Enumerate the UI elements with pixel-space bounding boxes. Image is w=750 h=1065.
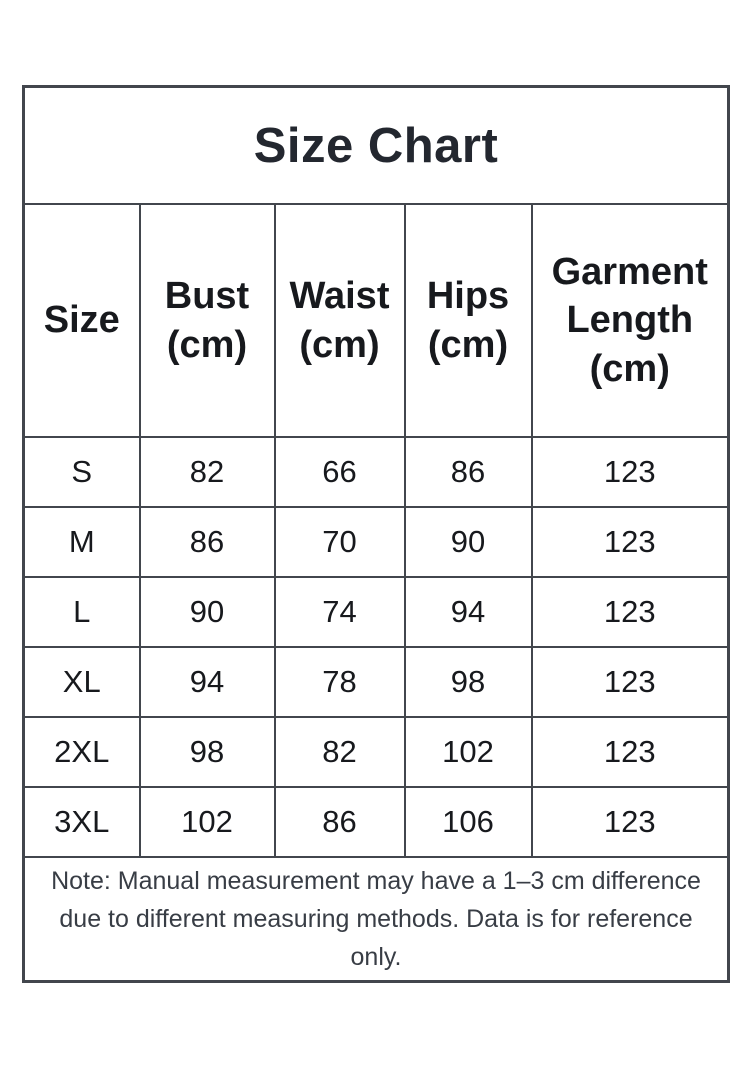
size-label-cell: 3XL xyxy=(24,787,140,857)
size-label-cell: S xyxy=(24,437,140,507)
size-label-cell: M xyxy=(24,507,140,577)
measurement-value-cell: 70 xyxy=(275,507,405,577)
measurement-value-cell: 94 xyxy=(140,647,275,717)
measurement-note: Note: Manual measurement may have a 1–3 cm difference due to different measuring methods. Data is for reference only. xyxy=(24,857,729,982)
size-row xyxy=(24,647,729,717)
measurement-value-cell: 90 xyxy=(405,507,532,577)
measurement-value-cell: 66 xyxy=(275,437,405,507)
title-row xyxy=(24,87,729,205)
measurement-value-cell: 98 xyxy=(405,647,532,717)
size-label-cell: 2XL xyxy=(24,717,140,787)
measurement-value-cell: 102 xyxy=(140,787,275,857)
size-row xyxy=(24,507,729,577)
size-label-cell: L xyxy=(24,577,140,647)
measurement-value-cell: 123 xyxy=(532,647,729,717)
size-chart-container xyxy=(22,85,730,983)
measurement-value-cell: 123 xyxy=(532,437,729,507)
size-label-cell: XL xyxy=(24,647,140,717)
size-chart-title: Size Chart xyxy=(24,87,729,205)
measurement-value-cell: 86 xyxy=(275,787,405,857)
measurement-value-cell: 123 xyxy=(532,717,729,787)
measurement-value-cell: 90 xyxy=(140,577,275,647)
measurement-value-cell: 86 xyxy=(405,437,532,507)
measurement-value-cell: 82 xyxy=(275,717,405,787)
measurement-value-cell: 123 xyxy=(532,787,729,857)
measurement-value-cell: 123 xyxy=(532,577,729,647)
column-header-hips: Hips (cm) xyxy=(405,204,532,437)
measurement-value-cell: 82 xyxy=(140,437,275,507)
size-chart-foot xyxy=(24,857,729,982)
measurement-value-cell: 86 xyxy=(140,507,275,577)
size-row xyxy=(24,437,729,507)
column-header-row xyxy=(24,204,729,437)
note-row xyxy=(24,857,729,982)
measurement-value-cell: 102 xyxy=(405,717,532,787)
size-table-body xyxy=(24,437,729,857)
measurement-value-cell: 94 xyxy=(405,577,532,647)
measurement-value-cell: 98 xyxy=(140,717,275,787)
size-row xyxy=(24,717,729,787)
size-chart-head xyxy=(24,87,729,438)
size-row xyxy=(24,787,729,857)
measurement-value-cell: 106 xyxy=(405,787,532,857)
column-header-waist: Waist (cm) xyxy=(275,204,405,437)
measurement-value-cell: 123 xyxy=(532,507,729,577)
size-row xyxy=(24,577,729,647)
column-header-garment-length: Garment Length (cm) xyxy=(532,204,729,437)
size-chart-table xyxy=(22,85,730,983)
measurement-value-cell: 74 xyxy=(275,577,405,647)
column-header-bust: Bust (cm) xyxy=(140,204,275,437)
column-header-size: Size xyxy=(24,204,140,437)
measurement-value-cell: 78 xyxy=(275,647,405,717)
